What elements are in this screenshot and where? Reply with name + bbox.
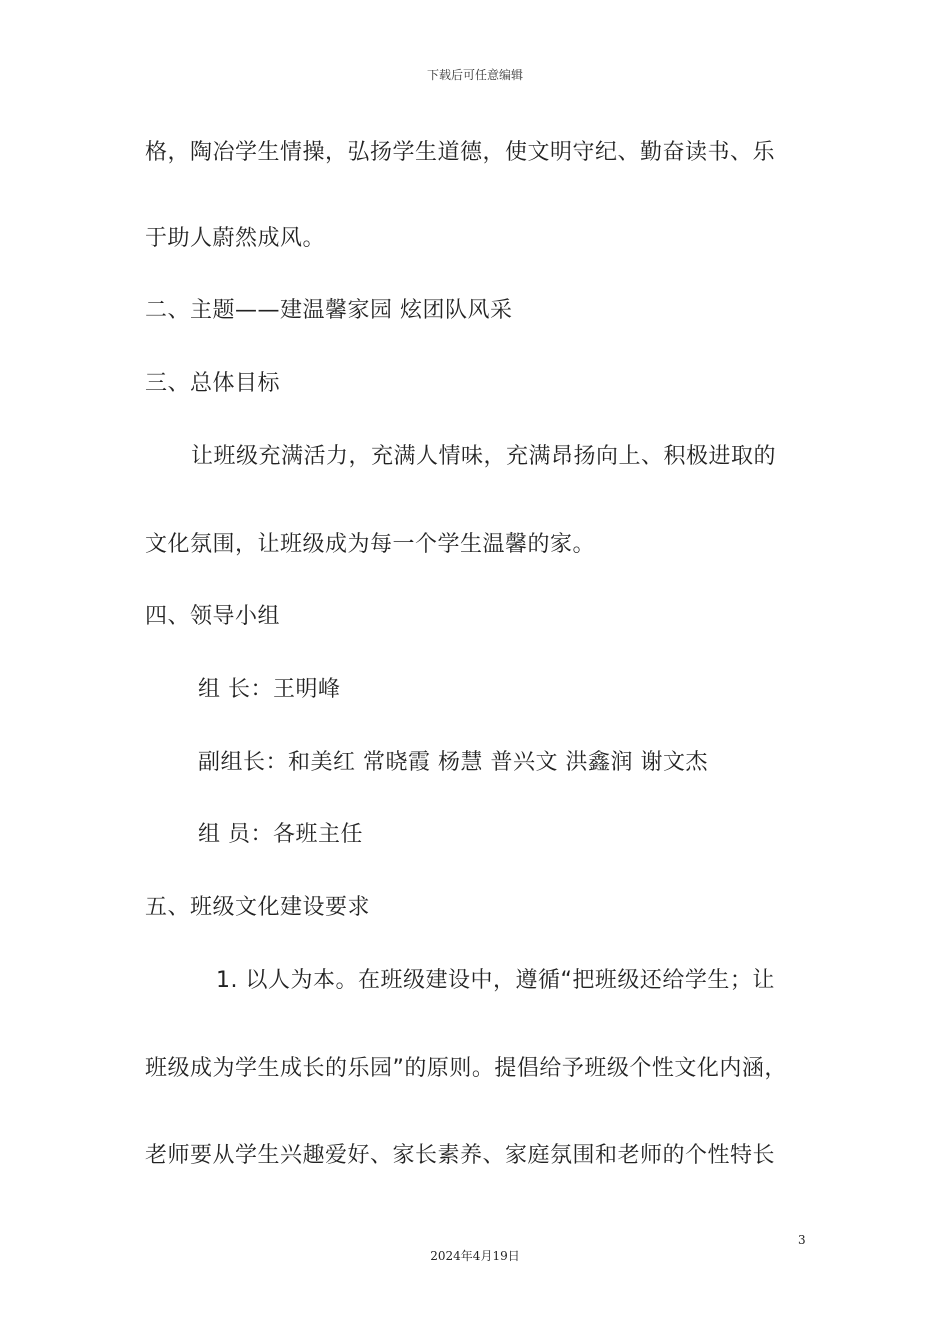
deputy-leader-line: 副组长：和美红 常晓霞 杨慧 普兴文 洪鑫润 谢文杰 [198,750,708,775]
requirement-line-2: 班级成为学生成长的乐园”的原则。提倡给予班级个性文化内涵， [145,1056,787,1081]
leader-line: 组 长：王明峰 [198,677,341,702]
requirement-line-3: 老师要从学生兴趣爱好、家长素养、家庭氛围和老师的个性特长 [145,1143,776,1168]
section-heading-theme: 二、主题——建温馨家园 炫团队风采 [145,298,513,323]
requirement-line-1: 1. 以人为本。在班级建设中，遵循“把班级还给学生；让 [216,968,775,993]
section-heading-requirements: 五、班级文化建设要求 [145,895,371,920]
page-number: 3 [798,1233,806,1247]
body-line-goal-2: 文化氛围，让班级成为每一个学生温馨的家。 [145,532,596,557]
body-line-1: 格，陶冶学生情操，弘扬学生道德，使文明守纪、勤奋读书、乐 [145,140,776,165]
body-line-goal-1: 让班级充满活力，充满人情味，充满昂扬向上、积极进取的 [191,444,777,469]
body-line-2: 于助人蔚然成风。 [145,226,326,251]
page-header: 下载后可任意编辑 [426,68,523,82]
section-heading-leadership: 四、领导小组 [145,604,281,629]
section-heading-goal: 三、总体目标 [145,371,281,396]
page-footer-date: 2024年4月19日 [430,1249,520,1263]
member-line: 组 员：各班主任 [198,822,363,847]
